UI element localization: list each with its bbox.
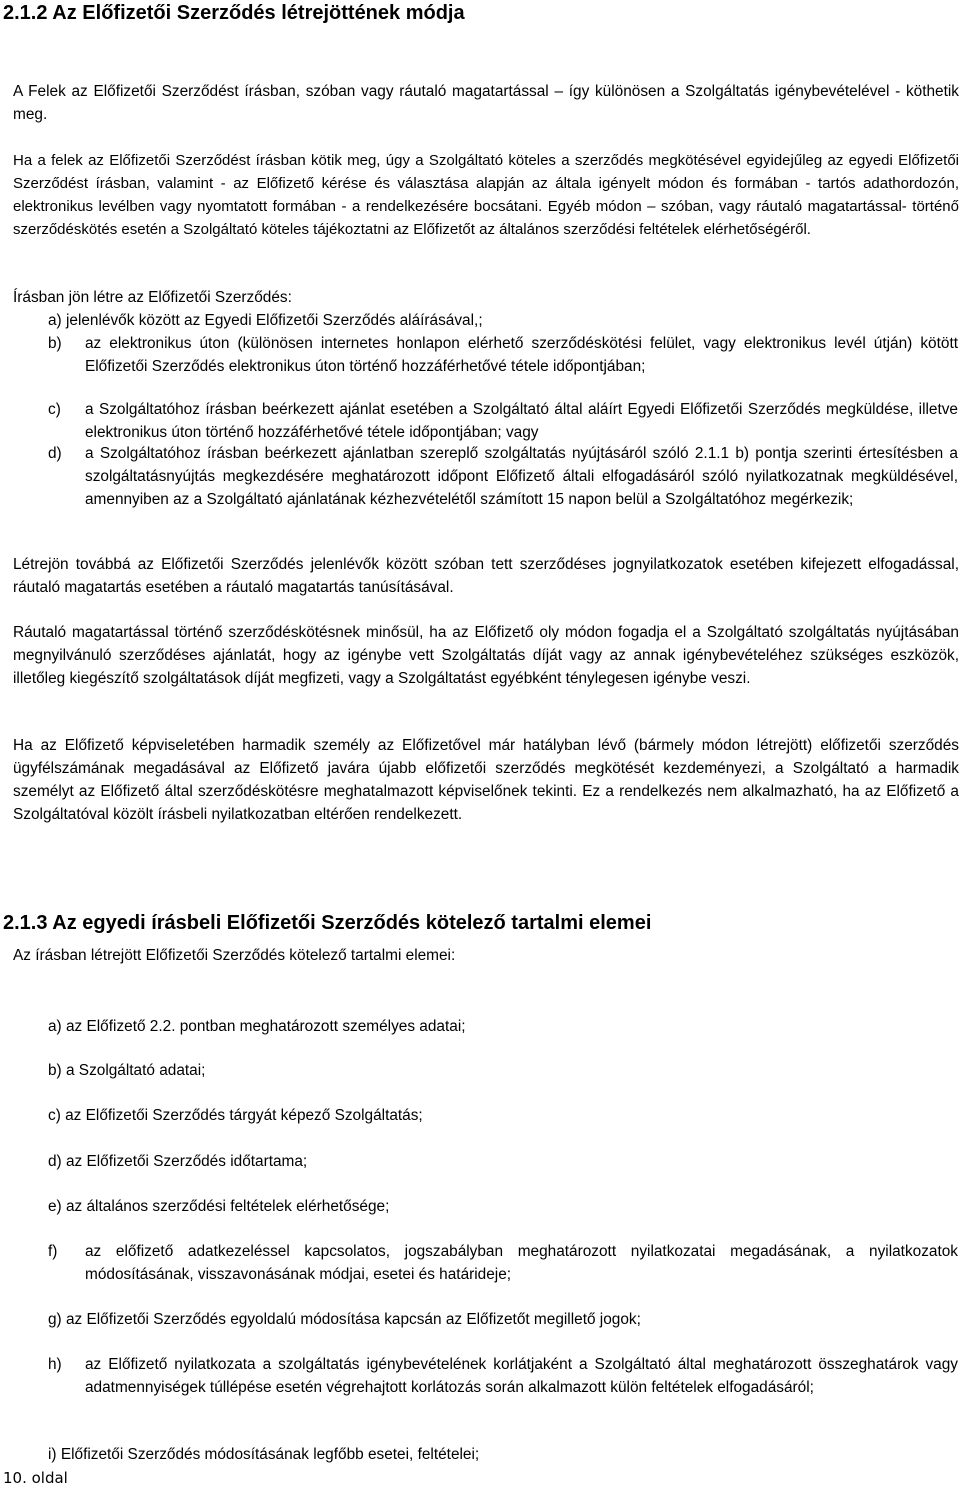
list-intro: Írásban jön létre az Előfizetői Szerződés: xyxy=(13,289,292,306)
paragraph: Létrejön továbbá az Előfizetői Szerződés jelenlévők között szóban tett szerződéses jognyilatkozatok esetében kifejezett elfogadással, ráutaló magatartás esetében a ráutaló magatartás tanúsításával. xyxy=(13,556,959,596)
list-marker: b) xyxy=(48,335,62,352)
list-item-text: jelenlévők között az Egyedi Előfizetői Szerződés aláírásával,; xyxy=(65,312,483,329)
list-marker: f) xyxy=(48,1243,58,1260)
list-item xyxy=(48,398,958,444)
list-marker: e) xyxy=(48,1198,62,1215)
list-marker: a) xyxy=(48,312,62,329)
list-marker: i) xyxy=(48,1446,57,1463)
list-item-text: az Előfizetői Szerződés időtartama; xyxy=(65,1153,308,1170)
list-marker: d) xyxy=(48,1153,62,1170)
list-intro: Az írásban létrejött Előfizetői Szerződés kötelező tartalmi elemei: xyxy=(13,947,456,964)
list-item xyxy=(48,332,958,378)
list-item-text: az elektronikus úton (különösen internetes honlapon elérhető szerződéskötési felület, vagy elektronikus levél útján) kötött Előfizetői Szerződés elektronikus úton történő hozzáférhetővé tétele időpontjában; xyxy=(85,335,958,375)
list-item xyxy=(48,309,958,332)
list-item-text: az Előfizető nyilatkozata a szolgáltatás igénybevételének korlátjaként a Szolgáltató által meghatározott összeghatárok vagy adatmennyiségek túllépése esetén végrehajtott korlátozás során alkalmazott külön feltételek elfogadásáról; xyxy=(85,1356,958,1396)
list-marker: g) xyxy=(48,1311,62,1328)
page-number: 10. oldal xyxy=(3,1469,68,1487)
paragraph: Ha az Előfizető képviseletében harmadik személy az Előfizetővel már hatályban lévő (bármely módon létrejött) előfizetői szerződés ügyfélszámának megadásával az Előfizető javára újabb előfizetői szerződés megkötését kezdeményezi, a Szolgáltató a harmadik személyt az Előfizető által szerződéskötésre meghatalmazott képviselőnek tekinti. Ez a rendelkezés nem alkalmazható, ha az Előfizető a Szolgáltatóval közölt írásbeli nyilatkozatban eltérően rendelkezett. xyxy=(13,737,959,823)
list-item-text: az előfizető adatkezeléssel kapcsolatos, jogszabályban meghatározott nyilatkozatai megadásának, a nyilatkozatok módosításának, visszavonásának módjai, esetei és határideje; xyxy=(85,1243,958,1283)
section-heading-2-1-2: 2.1.2 Az Előfizetői Szerződés létrejöttének módja xyxy=(3,2,465,24)
list-item-text: Előfizetői Szerződés módosításának legfőbb esetei, feltételei; xyxy=(60,1446,480,1463)
list-item-text: a Szolgáltató adatai; xyxy=(65,1062,206,1079)
list-item-text: a Szolgáltatóhoz írásban beérkezett ajánlatban szereplő szolgáltatás nyújtásáról szóló 2.1.1 b) pontja szerinti értesítésben a szolgáltatásnyújtás megkezdésére meghatározott időpont Előfizető általi elfogadásáról szóló nyilatkozatnak megküldésével, amennyiben az a Szolgáltató ajánlatának kézhezvételétől számított 15 napon belül a Szolgáltatóhoz megérkezik; xyxy=(85,445,958,508)
list-item xyxy=(48,1240,958,1286)
list-item-text: az Előfizetői Szerződés egyoldalú módosítása kapcsán az Előfizetőt megillető jogok; xyxy=(65,1311,641,1328)
list-marker: d) xyxy=(48,445,62,462)
paragraph: A Felek az Előfizetői Szerződést írásban, szóban vagy ráutaló magatartással – így különösen a Szolgáltatás igénybevételével - köthetik meg. xyxy=(13,83,959,123)
list-item-text: az Előfizetői Szerződés tárgyát képező Szolgáltatás; xyxy=(65,1107,423,1124)
list-item xyxy=(48,1104,958,1127)
list-item xyxy=(48,1308,958,1331)
list-item xyxy=(48,442,958,511)
list-item xyxy=(48,1015,958,1038)
list-marker: h) xyxy=(48,1356,62,1373)
paragraph: Ráutaló magatartással történő szerződéskötésnek minősül, ha az Előfizető oly módon fogadja el a Szolgáltató szolgáltatás nyújtásában megnyilvánuló szerződéses ajánlatát, hogy az igénybe vett Szolgáltatás díját vagy az annak igénybevételéhez szükséges eszközök, illetőleg kiegészítő szolgáltatások díját megfizeti, vagy a Szolgáltatást egyébként ténylegesen igénybe veszi. xyxy=(13,624,959,687)
list-marker: a) xyxy=(48,1018,62,1035)
list-marker: c) xyxy=(48,401,61,418)
list-marker: c) xyxy=(48,1107,61,1124)
list-item xyxy=(48,1443,958,1466)
list-item xyxy=(48,1195,958,1218)
list-item xyxy=(48,1059,958,1082)
list-marker: b) xyxy=(48,1062,62,1079)
list-item-text: a Szolgáltatóhoz írásban beérkezett ajánlat esetében a Szolgáltató által aláírt Egyedi Előfizetői Szerződés megküldése, illetve elektronikus úton történő hozzáférhetővé tétele időpontjában; vagy xyxy=(85,401,958,441)
section-heading-2-1-3: 2.1.3 Az egyedi írásbeli Előfizetői Szerződés kötelező tartalmi elemei xyxy=(3,912,652,934)
list-item-text: az Előfizető 2.2. pontban meghatározott személyes adatai; xyxy=(65,1018,466,1035)
list-item xyxy=(48,1353,958,1399)
paragraph: Ha a felek az Előfizetői Szerződést írásban kötik meg, úgy a Szolgáltató köteles a szerződés megkötésével egyidejűleg az egyedi Előfizetői Szerződést írásban, valamint - az Előfizető kérése és választása alapján az általa igényelt módon és formában - tartós adathordozón, elektronikus levélben vagy nyomtatott formában - a rendelkezésére bocsátani. Egyéb módon – szóban, vagy ráutaló magatartással- történő szerződéskötés esetén a Szolgáltató köteles tájékoztatni az Előfizetőt az általános szerződési feltételek elérhetőségéről. xyxy=(13,152,959,238)
list-item-text: az általános szerződési feltételek elérhetősége; xyxy=(65,1198,390,1215)
list-item xyxy=(48,1150,958,1173)
